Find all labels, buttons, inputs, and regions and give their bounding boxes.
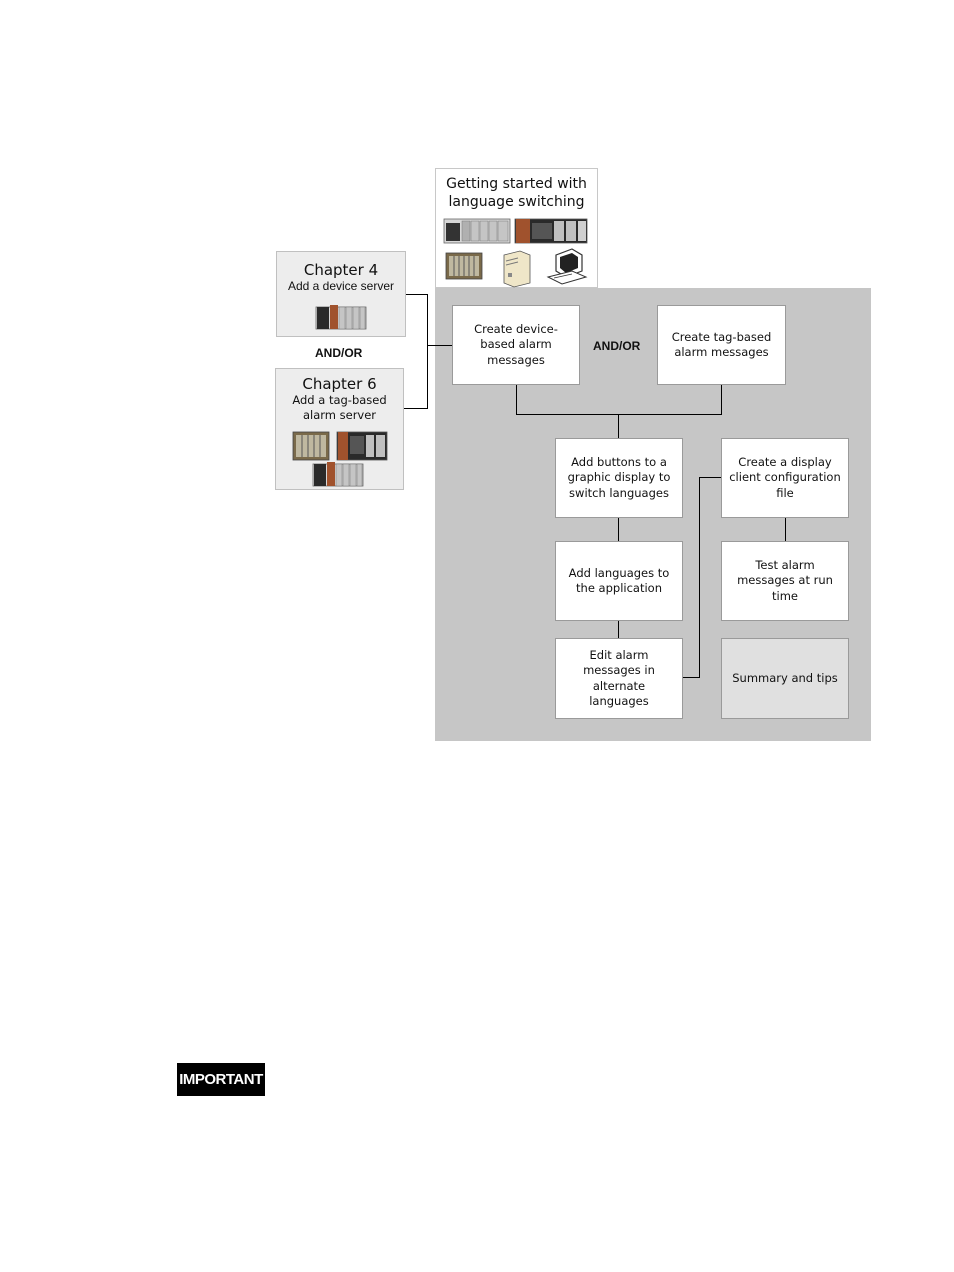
connector-to-device-based (427, 345, 452, 346)
controller-rack-icon (313, 462, 363, 486)
connector-chapter6 (404, 408, 428, 409)
important-badge: IMPORTANT (177, 1063, 265, 1096)
plc-chassis-icon (515, 219, 587, 243)
chapter6-subtitle-line2: alarm server (302, 408, 377, 422)
tag-alarm-server-icons (293, 432, 389, 488)
connector-device-down (516, 385, 517, 414)
chapter4-title: Chapter 4 (303, 261, 379, 279)
getting-started-title-line2: language switching (448, 194, 585, 210)
connector-merge (516, 414, 722, 415)
andor-top-label: AND/OR (593, 339, 641, 353)
hardware-icons (444, 217, 594, 287)
connector-buttons-languages (618, 518, 619, 541)
connector-display-test (785, 518, 786, 541)
io-rack-icon (293, 432, 329, 460)
step-create-display-config[interactable]: Create a display client configuration file (721, 438, 849, 518)
controller-rack-icon (444, 219, 510, 243)
device-server-icon (316, 303, 368, 331)
andor-left-label: AND/OR (315, 346, 363, 360)
step-edit-alarm-messages[interactable]: Edit alarm messages in alternate languages (555, 638, 683, 719)
chapter6-box[interactable] (275, 368, 404, 490)
step-summary-tips[interactable]: Summary and tips (721, 638, 849, 719)
getting-started-box (435, 168, 598, 288)
step-create-device-based[interactable]: Create device-based alarm messages (452, 305, 580, 385)
connector-bracket (427, 294, 428, 409)
server-icon (504, 251, 530, 287)
getting-started-title-line1: Getting started with (446, 176, 587, 192)
plc-chassis-icon (337, 432, 387, 460)
io-rack-icon (446, 253, 482, 279)
chapter4-subtitle: Add a device server (287, 279, 395, 293)
step-test-alarm-messages[interactable]: Test alarm messages at run time (721, 541, 849, 621)
connector-edit-out (683, 677, 700, 678)
step-add-buttons[interactable]: Add buttons to a graphic display to switch languages (555, 438, 683, 518)
connector-vertical-right (699, 477, 700, 678)
connector-to-create-display (699, 477, 721, 478)
connector-tag-down (721, 385, 722, 414)
connector-to-add-buttons (618, 414, 619, 438)
connector-languages-edit (618, 621, 619, 638)
step-create-tag-based[interactable]: Create tag-based alarm messages (657, 305, 786, 385)
connector-chapter4 (406, 294, 428, 295)
chapter6-subtitle-line1: Add a tag-based (292, 393, 387, 407)
chapter6-title: Chapter 6 (302, 375, 377, 393)
computer-icon (548, 249, 586, 284)
chapter4-box[interactable] (276, 251, 406, 337)
step-add-languages[interactable]: Add languages to the application (555, 541, 683, 621)
